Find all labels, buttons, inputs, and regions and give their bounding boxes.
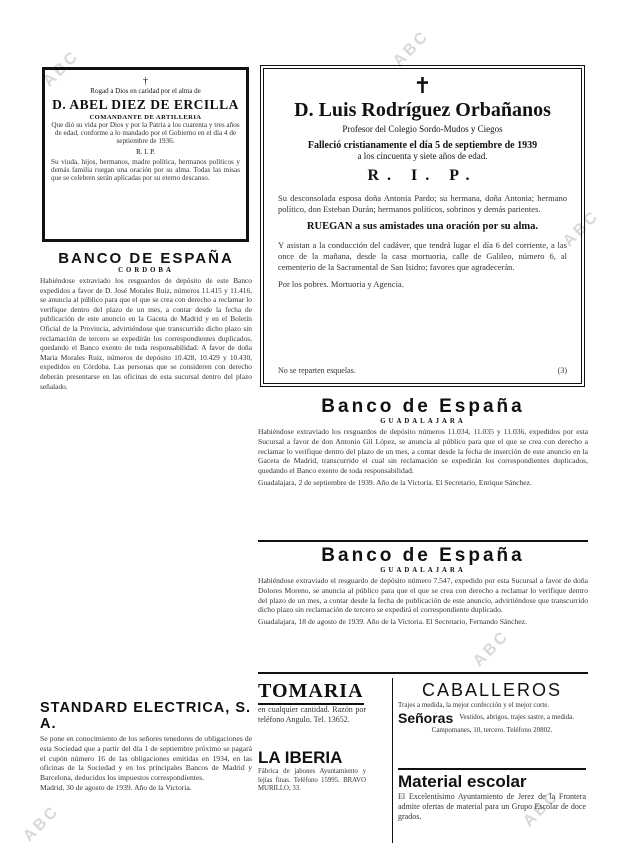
notice-sign: Guadalajara, 2 de septiembre de 1939. Año de la Victoria. El Secretario, Enrique Sánchez. (258, 477, 532, 487)
obituary-name: D. Luis Rodríguez Orbañanos (294, 99, 551, 121)
ad-subtext: Vestidos, abrigos, trajes sastre, a medida. (459, 713, 575, 722)
divider (258, 672, 588, 674)
ad-text: El Excelentísimo Ayuntamiento de Jerez de la Frontera admite ofertas de material para un Grupo Escolar de doce grados. (398, 792, 586, 821)
banco-guadalajara-notice-1 (258, 396, 588, 488)
notice-text: Habiéndose extraviado los resguardos de depósito números 11.034, 11.035 y 11.036, expedidos por esta Sucursal a favor de don Antonio Gil López, se anuncia al público para que el que se crea con derecho a reclamar lo verifique dentro del plazo de un mes, a contar desde la fecha de inserción de este anuncio en la Gaceta de Madrid, transcurrido el cual sin reclamación se expedirán los correspondientes duplicados, quedando el Banco exento de toda responsabilidad. (258, 427, 588, 476)
obituary-rip: R. I. P. (367, 167, 478, 184)
banco-guadalajara-notice-2 (258, 545, 588, 627)
notice-title: STANDARD ELECTRICA, S. A. (40, 700, 252, 732)
notice-sign: Guadalajara, 18 de agosto de 1939. Año de la Victoria. El Secretario, Fernando Sánchez. (258, 617, 527, 627)
obituary-ercilla (42, 67, 249, 242)
watermark: ABC (520, 787, 563, 831)
notice-text: Se pone en conocimiento de los señores tenedores de obligaciones de esta Sociedad que a partir del día 1 de septiembre próximo se pagará el cupón número 16 de las obligaciones emitidas en 1934, en las oficinas de la Sociedad y en los principales Bancos de Madrid y Barcelona, deducidos los impuestos correspondientes. (40, 734, 252, 783)
watermark: ABC (20, 802, 63, 846)
material-escolar-ad (398, 772, 586, 822)
obituary-rip: R. I. P. (136, 147, 155, 156)
notice-title: Banco de España (321, 545, 525, 566)
notice-title: Banco de España (321, 396, 525, 417)
tomaria-ad (258, 680, 366, 745)
obituary-age: a los cincuenta y siete años de edad. (357, 151, 488, 161)
obituary-rest: Su viuda, hijos, hermanos, madre política, hermanos políticos y demás familia ruegan una oración por su alma. Todas las misas que se celebren serán aplicadas por su eterno descanso. (51, 157, 240, 183)
watermark: ABC (40, 47, 83, 91)
obituary-profession: Profesor del Colegio Sordo-Mudos y Ciegos (342, 124, 503, 134)
watermark: ABC (560, 207, 603, 251)
obituary-family: Su desconsolada esposa doña Antonia Pardo; su hermana, doña Antonia; hermano político, don Esteban Durán; hermanos políticos, sobrinos y demás parientes. (278, 193, 567, 214)
obituary-rodriguez (260, 65, 585, 387)
watermark: ABC (390, 27, 433, 71)
ad-subtitle: Señoras (398, 709, 454, 726)
obituary-ruegan: RUEGAN a sus amistades una oración por su alma. (306, 221, 539, 232)
divider (398, 768, 586, 770)
banco-cordoba-notice (40, 250, 252, 391)
obituary-footer (278, 366, 567, 375)
notice-text: Habiéndose extraviado los resguardos de depósito de este Banco expedidos a favor de D. José Morales Ruiz, números 11.415 y 11.416, se anuncia al público para que el que se crea con derecho a reclamar lo verifique dentro del plazo de un mes, a contar desde la fecha de publicación de este anuncio en la Gaceta de Madrid y en el Boletín Oficial de la Provincia, advirtiéndose que transcurrido dicho plazo sin reclamación de tercero se expedirán los correspondientes duplicados, quedando el Banco exento de toda responsabilidad. A favor de doña María Morales Ruiz, números de depósito 10.428, 10.429 y 10.430, expedidos en Córdoba. Las personas que se consideren con derecho deberán presentarse en las oficinas de esta sucursal dentro del plazo señalado. (40, 276, 252, 391)
ad-text: Trajes a medida, la mejor confección y el mejor corte. (398, 701, 550, 709)
watermark: ABC (470, 627, 513, 671)
notice-title: BANCO DE ESPAÑA (58, 250, 234, 267)
ad-title: CABALLEROS (421, 680, 563, 700)
obituary-intro: Rogad a Dios en caridad por el alma de (90, 87, 201, 95)
notice-city: GUADALAJARA (380, 567, 466, 574)
obituary-rank: COMANDANTE DE ARTILLERIA (89, 114, 202, 121)
la-iberia-ad (258, 748, 366, 794)
notice-sign: Madrid, 30 de agosto de 1939. Año de la Victoria. (40, 782, 192, 792)
caballeros-ad (398, 680, 586, 734)
ad-text: Fábrica de jabones Ayuntamiento y lejías finas. Teléfono 15995. BRAVO MURILLO, 33. (258, 768, 366, 793)
ad-title: Material escolar (398, 772, 527, 791)
obituary-name: D. ABEL DIEZ DE ERCILLA (52, 97, 239, 112)
obituary-died: Falleció cristianamente el día 5 de septiembre de 1939 (307, 140, 538, 151)
notice-text: Habiéndose extraviado el resguardo de depósito número 7.547, expedido por esta Sucursal a favor de doña Dolores Moreno, se anuncia al público para que el que se crea con derecho a reclamar lo verifique dentro del plazo de un mes, a contar desde la fecha de publicación de este anuncio, advirtiéndose que transcurrido dicho plazo sin reclamación de tercero se expedirá el correspondiente duplicado. (258, 576, 588, 615)
standard-electrica-notice (40, 700, 252, 793)
ad-title: TOMARIA (258, 680, 364, 705)
obituary-note: Por los pobres. Mortuoria y Agencia. (278, 279, 404, 289)
obituary-footer-right: (3) (557, 366, 567, 375)
ad-text: en cualquier cantidad. Razón por teléfono Angulo. Tel. 13652. (258, 705, 366, 724)
divider (258, 540, 588, 542)
obituary-body: Que dió su vida por Dios y por la Patria a los cuarenta y tres años de edad, conforme a lo mandado por el Gobierno en el día 4 de septiembre de 1936. (51, 121, 240, 146)
notice-city: GUADALAJARA (380, 418, 466, 425)
notice-city: CORDOBA (118, 267, 174, 274)
ad-address: Campomanes, 10, tercero. Teléfono 20802. (431, 725, 553, 734)
divider (392, 678, 393, 843)
ad-title: LA IBERIA (258, 748, 343, 767)
obituary-footer-left: No se reparten esquelas. (278, 366, 356, 375)
cross-icon: ✝ (413, 73, 432, 98)
cross-icon: † (143, 76, 148, 87)
obituary-conduction: Y asistan a la conducción del cadáver, que tendrá lugar el día 6 del corriente, a las once de la mañana, desde la casa mortuoria, calle de Galileo, número 6, al cementerio de la Sacramental de San Isidro; favores que agradecerán. (278, 240, 567, 272)
